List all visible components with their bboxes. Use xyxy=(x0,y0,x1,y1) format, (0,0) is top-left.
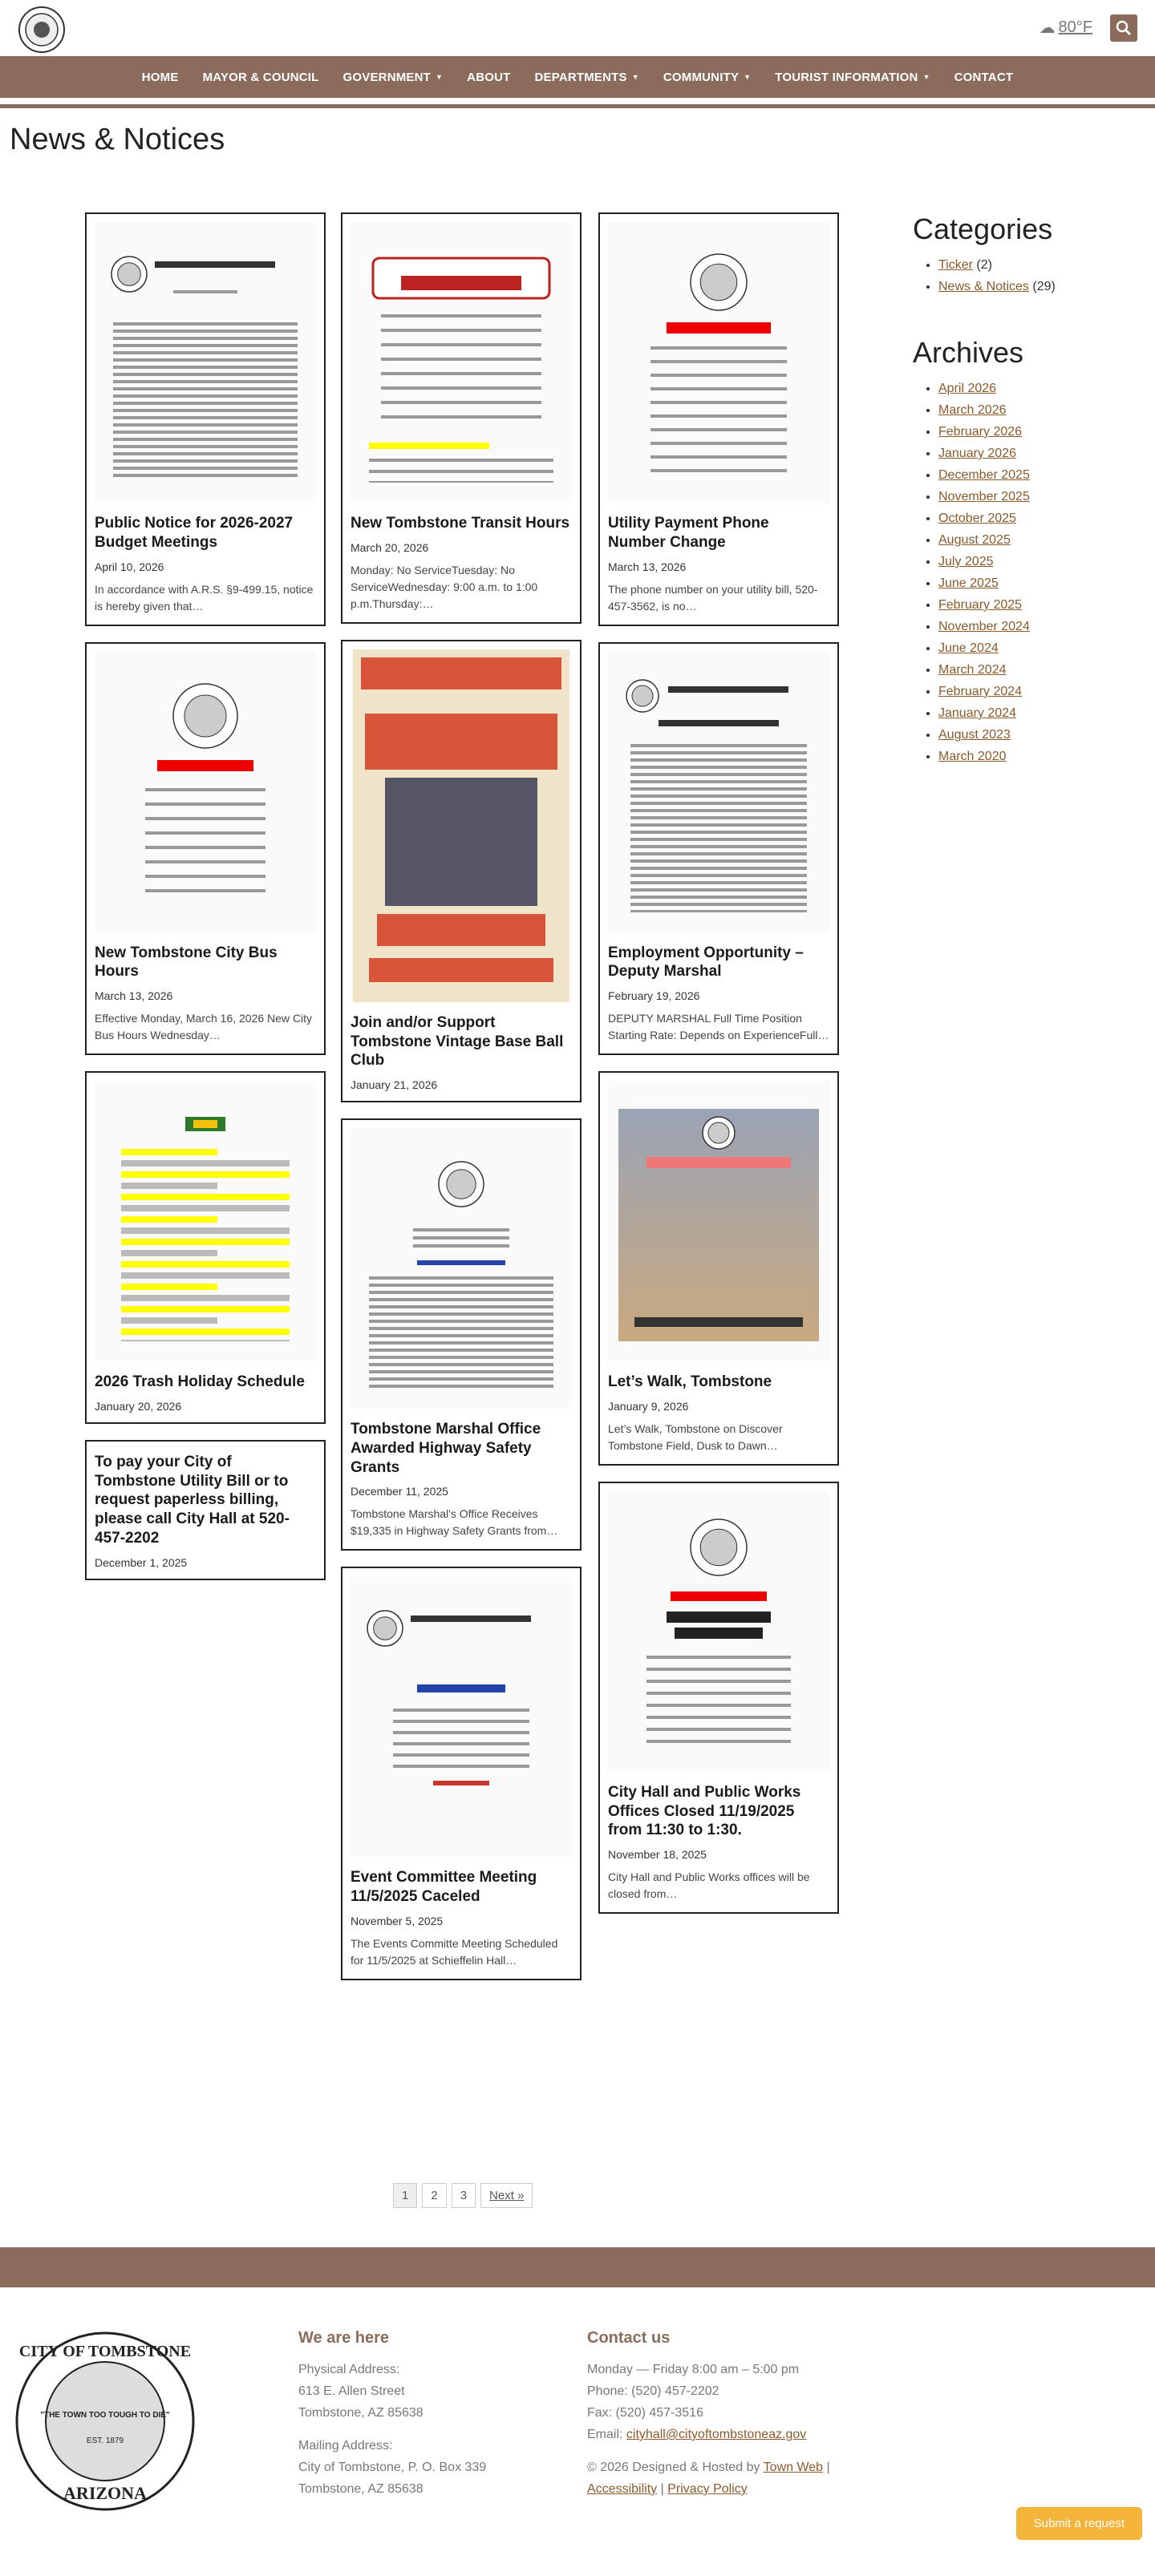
post-excerpt: Let’s Walk, Tombstone on Discover Tombstone Field, Dusk to Dawn… xyxy=(608,1421,783,1452)
archive-link[interactable]: April 2026 xyxy=(938,382,997,395)
archive-link[interactable]: February 2024 xyxy=(938,685,1023,698)
we-are-here-heading: We are here xyxy=(298,2329,390,2347)
nav-item-home[interactable]: HOME xyxy=(141,70,179,84)
post-thumbnail[interactable] xyxy=(95,1081,316,1361)
host-link[interactable]: Town Web xyxy=(763,2461,824,2474)
page-link[interactable]: 2 xyxy=(422,2183,446,2208)
category-item xyxy=(938,254,1137,276)
post-excerpt: City Hall and Public Works offices will be closed from… xyxy=(608,1870,810,1900)
archive-item xyxy=(938,508,1137,529)
post-title[interactable]: Let’s Walk, Tombstone xyxy=(608,1373,772,1390)
physical-line2: Tombstone, AZ 85638 xyxy=(298,2406,424,2420)
post-card[interactable] xyxy=(598,212,839,626)
category-item xyxy=(938,276,1137,297)
seal-motto: "THE TOWN TOO TOUGH TO DIE" xyxy=(40,2411,170,2420)
archive-item xyxy=(938,486,1137,508)
caret-down-icon: ▼ xyxy=(744,73,752,81)
seal-top-text: CITY OF TOMBSTONE xyxy=(18,2343,192,2360)
archive-item xyxy=(938,421,1137,443)
archives-list xyxy=(913,378,1137,767)
nav-item-community[interactable]: COMMUNITY ▼ xyxy=(663,70,752,84)
archive-item xyxy=(938,464,1137,486)
post-card[interactable] xyxy=(85,642,326,1056)
nav-item-tourist-information[interactable]: TOURIST INFORMATION ▼ xyxy=(775,70,930,84)
copyright: © 2026 Designed & Hosted by Town Web | xyxy=(587,2461,830,2474)
archive-link[interactable]: June 2024 xyxy=(938,641,999,655)
post-date: December 11, 2025 xyxy=(351,1485,448,1498)
post-card[interactable] xyxy=(341,640,582,1102)
post-thumbnail[interactable] xyxy=(608,1491,829,1772)
archive-link[interactable]: March 2026 xyxy=(938,403,1007,417)
main-content xyxy=(0,163,1155,2247)
page-link[interactable]: 1 xyxy=(393,2183,417,2208)
privacy-link[interactable]: Privacy Policy xyxy=(667,2482,748,2496)
post-column-1 xyxy=(85,212,326,1596)
post-title[interactable]: 2026 Trash Holiday Schedule xyxy=(95,1373,305,1390)
accessibility-link[interactable]: Accessibility xyxy=(587,2482,658,2496)
footer-band xyxy=(0,2247,1155,2287)
post-title[interactable]: Event Committee Meeting 11/5/2025 Caceled xyxy=(351,1869,537,1905)
post-thumbnail[interactable] xyxy=(351,649,572,1002)
seal-est: EST. 1879 xyxy=(86,2436,124,2445)
post-thumbnail[interactable] xyxy=(351,1128,572,1409)
post-excerpt: Effective Monday, March 16, 2026 New City Bus Hours Wednesday… xyxy=(95,1012,313,1041)
nav-divider-band xyxy=(0,104,1155,108)
archive-item xyxy=(938,378,1137,399)
post-title[interactable]: New Tombstone Transit Hours xyxy=(351,515,570,532)
physical-label: Physical Address: xyxy=(298,2363,400,2376)
top-bar xyxy=(0,0,1155,56)
post-thumbnail[interactable] xyxy=(95,652,316,932)
post-date: December 1, 2025 xyxy=(95,1555,188,1569)
email-link[interactable]: cityhall@cityoftombstoneaz.gov xyxy=(626,2428,807,2441)
archive-item xyxy=(938,399,1137,421)
cloud-icon: ☁ xyxy=(1039,19,1056,37)
archive-item xyxy=(938,594,1137,616)
category-count: (29) xyxy=(1032,280,1056,293)
archive-item xyxy=(938,551,1137,572)
post-date: November 18, 2025 xyxy=(608,1848,707,1861)
archive-item xyxy=(938,659,1137,681)
archive-item xyxy=(938,529,1137,551)
footer xyxy=(0,2287,1155,2576)
weather-widget[interactable] xyxy=(1040,18,1092,38)
nav-item-about[interactable]: ABOUT xyxy=(467,70,511,84)
archive-item xyxy=(938,572,1137,594)
archive-link[interactable]: January 2026 xyxy=(938,447,1016,460)
office-hours: Monday — Friday 8:00 am – 5:00 pm xyxy=(587,2363,800,2376)
post-excerpt: Tombstone Marshal's Office Receives $19,335 in Highway Safety Grants from… xyxy=(351,1507,558,1538)
post-card[interactable] xyxy=(598,642,839,1056)
archive-link[interactable]: October 2025 xyxy=(938,512,1016,525)
post-card[interactable] xyxy=(341,1567,582,1980)
post-date: March 13, 2026 xyxy=(95,989,173,1002)
post-column-3 xyxy=(598,212,839,1930)
post-title[interactable]: Public Notice for 2026-2027 Budget Meetings xyxy=(95,515,294,551)
post-title[interactable]: City Hall and Public Works Offices Closed 11/19/2025 from 11:30 to 1:30. xyxy=(608,1783,801,1839)
archive-item xyxy=(938,702,1137,724)
nav-item-contact[interactable]: CONTACT xyxy=(954,70,1014,84)
post-excerpt: In accordance with A.R.S. §9-499.15, notice is hereby given that… xyxy=(95,582,314,613)
footer-address xyxy=(298,2327,486,2500)
seal-bottom-text: ARIZONA xyxy=(63,2483,147,2503)
post-date: March 13, 2026 xyxy=(608,560,687,573)
post-card[interactable] xyxy=(85,1071,326,1424)
category-count: (2) xyxy=(976,258,992,272)
post-date: April 10, 2026 xyxy=(95,560,164,573)
city-seal-large xyxy=(14,2331,196,2512)
city-seal-logo[interactable] xyxy=(18,6,66,54)
archive-link[interactable]: February 2025 xyxy=(938,598,1023,612)
post-title[interactable]: Employment Opportunity – Deputy Marshal xyxy=(608,944,804,981)
page-title: News & Notices xyxy=(10,123,225,156)
post-date: February 19, 2026 xyxy=(608,989,700,1002)
post-thumbnail[interactable] xyxy=(95,222,316,503)
nav-divider xyxy=(0,98,1155,104)
nav-item-government[interactable]: GOVERNMENT ▼ xyxy=(342,70,444,84)
post-excerpt: Monday: No ServiceTuesday: No ServiceWednesday: 9:00 a.m. to 1:00 p.m.Thursday:… xyxy=(351,563,538,610)
main-nav xyxy=(0,56,1155,98)
mailing-line1: City of Tombstone, P. O. Box 339 xyxy=(298,2461,487,2474)
post-thumbnail[interactable] xyxy=(608,222,829,503)
legal-links: Accessibility | Privacy Policy xyxy=(587,2482,748,2496)
archive-link[interactable]: March 2020 xyxy=(938,750,1007,763)
archive-link[interactable]: August 2025 xyxy=(938,533,1011,547)
physical-line1: 613 E. Allen Street xyxy=(298,2384,405,2398)
mailing-label: Mailing Address: xyxy=(298,2439,393,2453)
categories-heading: Categories xyxy=(913,212,1053,245)
post-title[interactable]: Utility Payment Phone Number Change xyxy=(608,515,769,551)
post-card[interactable] xyxy=(85,1440,326,1580)
post-excerpt: The phone number on your utility bill, 520-457-3562, is no… xyxy=(608,582,818,613)
archive-link[interactable]: December 2025 xyxy=(938,468,1030,482)
post-date: November 5, 2025 xyxy=(351,1914,444,1927)
search-icon xyxy=(1116,20,1132,36)
category-link[interactable]: News & Notices xyxy=(938,280,1029,293)
post-date: March 20, 2026 xyxy=(351,540,429,554)
footer-contact xyxy=(587,2327,830,2500)
mailing-line2: Tombstone, AZ 85638 xyxy=(298,2482,424,2496)
post-excerpt: The Events Committe Meeting Scheduled for 11/5/2025 at Schieffelin Hall… xyxy=(351,1936,558,1967)
archive-link[interactable]: November 2024 xyxy=(938,620,1030,633)
categories-list xyxy=(913,254,1137,297)
contact-heading: Contact us xyxy=(587,2329,671,2347)
submit-request-button[interactable]: Submit a request xyxy=(1016,2507,1142,2540)
post-date: January 21, 2026 xyxy=(351,1078,438,1091)
post-card[interactable] xyxy=(598,1482,839,1914)
search-button[interactable] xyxy=(1110,14,1137,42)
pagination xyxy=(393,2183,533,2208)
caret-down-icon: ▼ xyxy=(631,73,639,81)
category-link[interactable]: Ticker xyxy=(938,258,973,272)
archive-link[interactable]: July 2025 xyxy=(938,555,994,568)
caret-down-icon: ▼ xyxy=(436,73,444,81)
post-date: January 9, 2026 xyxy=(608,1399,689,1413)
phone: Phone: (520) 457-2202 xyxy=(587,2384,719,2398)
post-title[interactable]: New Tombstone City Bus Hours xyxy=(95,944,278,981)
post-title[interactable]: Join and/or Support Tombstone Vintage Base Ball Club xyxy=(351,1013,564,1070)
archives-heading: Archives xyxy=(913,336,1024,369)
archive-item xyxy=(938,681,1137,702)
nav-item-departments[interactable]: DEPARTMENTS ▼ xyxy=(534,70,639,84)
archive-link[interactable]: February 2026 xyxy=(938,425,1023,439)
post-date: January 20, 2026 xyxy=(95,1399,182,1413)
page-link[interactable]: 3 xyxy=(452,2183,476,2208)
archive-item xyxy=(938,746,1137,767)
post-title[interactable]: Tombstone Marshal Office Awarded Highway Safety Grants xyxy=(351,1421,541,1476)
post-card[interactable] xyxy=(341,1118,582,1551)
post-thumbnail[interactable] xyxy=(608,652,829,932)
post-card[interactable] xyxy=(598,1071,839,1466)
archive-item xyxy=(938,443,1137,464)
post-thumbnail[interactable] xyxy=(351,1576,572,1857)
archive-link[interactable]: June 2025 xyxy=(938,576,999,590)
post-title[interactable]: To pay your City of Tombstone Utility Bill or to request paperless billing, please call City Hall at 520-457-2202 xyxy=(95,1453,290,1547)
fax: Fax: (520) 457-3516 xyxy=(587,2406,703,2420)
archive-link[interactable]: August 2023 xyxy=(938,728,1011,742)
post-card[interactable] xyxy=(85,212,326,626)
post-excerpt: DEPUTY MARSHAL Full Time Position Starting Rate: Depends on ExperienceFull… xyxy=(608,1012,829,1041)
next-page-link[interactable]: Next » xyxy=(480,2183,533,2208)
archive-item xyxy=(938,637,1137,659)
sidebar xyxy=(913,212,1137,806)
archive-item xyxy=(938,724,1137,746)
email-line: Email: cityhall@cityoftombstoneaz.gov xyxy=(587,2428,807,2441)
weather-temp[interactable]: 80°F xyxy=(1058,18,1092,36)
archive-link[interactable]: March 2024 xyxy=(938,663,1007,677)
post-column-2 xyxy=(341,212,582,1996)
post-thumbnail[interactable] xyxy=(608,1081,829,1361)
caret-down-icon: ▼ xyxy=(922,73,930,81)
archive-link[interactable]: November 2025 xyxy=(938,490,1030,503)
post-card[interactable] xyxy=(341,212,582,624)
post-thumbnail[interactable] xyxy=(351,222,572,503)
archive-item xyxy=(938,616,1137,637)
archive-link[interactable]: January 2024 xyxy=(938,706,1016,720)
nav-item-mayor-council[interactable]: MAYOR & COUNCIL xyxy=(202,70,319,84)
